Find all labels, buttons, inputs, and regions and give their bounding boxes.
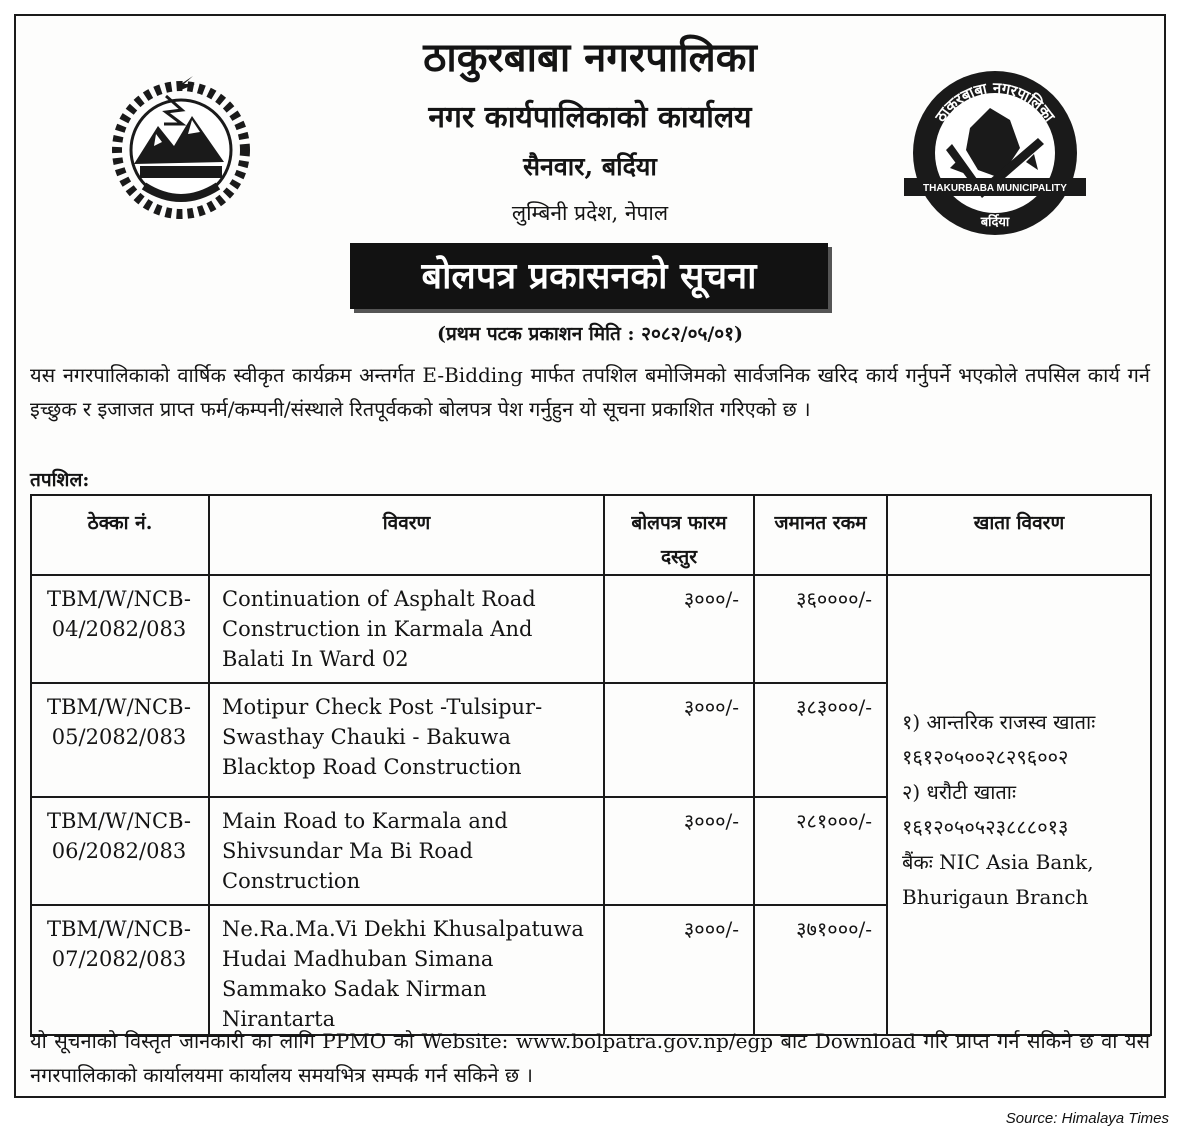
contract-no: TBM/W/NCB-05/2082/083 [31, 683, 209, 797]
account-line: २) धरौटी खाताः [902, 780, 1016, 804]
account-line: १६१२०५००२८२९६००२ [902, 745, 1069, 769]
header-contract-no: ठेक्का नं. [31, 495, 209, 575]
logo-ring-text: ठाकुरबाबा नगरपालिका [931, 78, 1059, 126]
description: Main Road to Karmala and Shivsundar Ma Bi Road Construction [209, 797, 604, 905]
form-fee: ३०००/- [604, 797, 754, 905]
account-line: १६१२०५०५२३८८८०१३ [902, 815, 1069, 839]
description: Motipur Check Post -Tulsipur-Swasthay Chauki - Bakuwa Blacktop Road Construction [209, 683, 604, 797]
account-line: १) आन्तरिक राजस्व खाताः [902, 710, 1096, 734]
security-amount: २८१०००/- [754, 797, 887, 905]
contract-no: TBM/W/NCB-07/2082/083 [31, 905, 209, 1035]
header-description: विवरण [209, 495, 604, 575]
office-name: नगर कार्यपालिकाको कार्यालय [428, 100, 752, 135]
description: Ne.Ra.Ma.Vi Dekhi Khusalpatuwa Hudai Madhuban Simana Sammako Sadak Nirman Nirantarta [209, 905, 604, 1035]
security-amount: ३७१०००/- [754, 905, 887, 1035]
municipality-name: ठाकुरबाबा नगरपालिका [423, 34, 757, 81]
form-fee: ३०००/- [604, 683, 754, 797]
form-fee: ३०००/- [604, 575, 754, 683]
table-row [31, 575, 1151, 683]
footer-paragraph: यो सूचनाको विस्तृत जानकारी का लागि PPMO को Website: www.bolpatra.gov.np/egp बाट Download गरि प्राप्त गर्न सकिने छ वा यस नगरपालिकाको कार्यालयमा कार्यालय समयभित्र सम्पर्क गर्न सकिने छ । [30, 1029, 1150, 1087]
details-label: तपशिल: [30, 469, 90, 491]
intro-paragraph: यस नगरपालिकाको वार्षिक स्वीकृत कार्यक्रम अन्तर्गत E-Bidding मार्फत तपशिल बमोजिमको सार्वजनिक खरिद कार्य गर्नुपर्ने भएकोले तपसिल कार्य गर्न इच्छुक र इजाजत प्राप्त फर्म/कम्पनी/संस्थाले रितपूर्वकको बोलपत्र पेश गर्नुहुन यो सूचना प्रकाशित गरिएको छ । [30, 363, 1150, 421]
source-credit: Source: Himalaya Times [1005, 1110, 1169, 1127]
header-account: खाता विवरण [887, 495, 1151, 575]
account-line: Bhurigaun Branch [902, 885, 1089, 909]
contract-no: TBM/W/NCB-06/2082/083 [31, 797, 209, 905]
header-security: जमानत रकम [754, 495, 887, 575]
thakurbaba-municipality-logo-icon [900, 58, 1090, 248]
account-details [887, 575, 1151, 1035]
logo-bottom-text: बर्दिया [980, 215, 1010, 230]
publish-date: (प्रथम पटक प्रकाशन मिति : २०८२/०५/०१) [436, 323, 744, 345]
account-line: बैंकः NIC Asia Bank, [902, 850, 1094, 874]
security-amount: ३६००००/- [754, 575, 887, 683]
header-form-fee: बोलपत्र फारम दस्तुर [604, 495, 754, 575]
table-header-row [31, 495, 1151, 575]
province-name: लुम्बिनी प्रदेश, नेपाल [511, 201, 669, 225]
office-location: सैनवार, बर्दिया [523, 152, 657, 181]
form-fee: ३०००/- [604, 905, 754, 1035]
description: Continuation of Asphalt Road Construction in Karmala And Balati In Ward 02 [209, 575, 604, 683]
contract-no: TBM/W/NCB-04/2082/083 [31, 575, 209, 683]
notice-title: बोलपत्र प्रकासनको सूचना [350, 243, 828, 309]
logo-band-text: THAKURBABA MUNICIPALITY [923, 183, 1067, 194]
security-amount: ३८३०००/- [754, 683, 887, 797]
tender-table [30, 494, 1152, 1036]
nepal-emblem-icon [96, 54, 266, 224]
